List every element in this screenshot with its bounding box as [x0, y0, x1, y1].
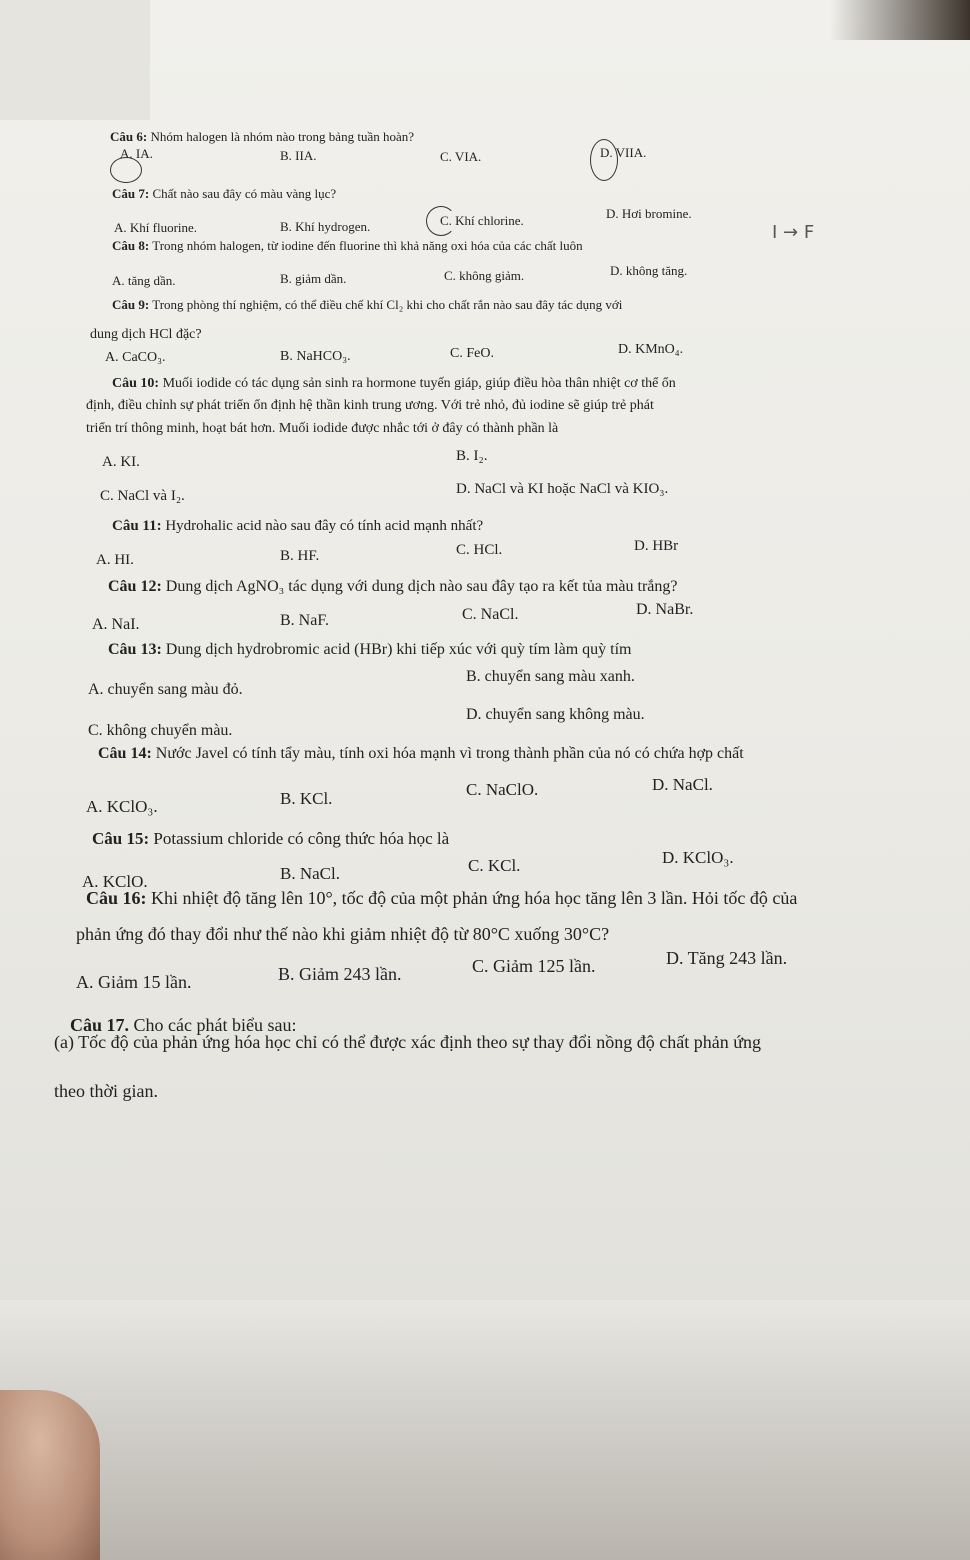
- question-label: Câu 13:: [108, 641, 162, 658]
- option-b: B. NaF.: [280, 612, 329, 629]
- question-label: Câu 9:: [112, 297, 150, 312]
- option-d: D. NaBr.: [636, 601, 694, 618]
- question-text: Muối iodide có tác dụng sản sinh ra hormone tuyến giáp, giúp điều hòa thân nhiệt cơ thể ổn: [162, 376, 676, 391]
- option-d: D. Tăng 243 lần.: [666, 948, 788, 968]
- question-label: Câu 10:: [112, 376, 160, 391]
- option-a: A. chuyển sang màu đỏ.: [88, 681, 243, 698]
- option-d: D. không tăng.: [610, 263, 688, 278]
- question-text-line2: dung dịch HCl đặc?: [90, 327, 202, 342]
- question-text: Hydrohalic acid nào sau đây có tính acid mạnh nhất?: [165, 518, 484, 534]
- question-13: [108, 641, 632, 659]
- option-a: A. NaI.: [92, 616, 140, 633]
- question-text: Cho các phát biểu sau:: [133, 1015, 297, 1035]
- option-c: C. NaClO.: [466, 780, 539, 799]
- background-corner: [830, 0, 970, 40]
- question-text-line3: triển trí thông minh, hoạt bát hơn. Muối iodide được nhắc tới ở đây có thành phần là: [86, 421, 559, 436]
- option-b: B. IIA.: [280, 148, 317, 163]
- question-text: Trong phòng thí nghiệm, có thể điều chế khí Cl₂ khi cho chất rắn nào sau đây tác dụng với: [152, 297, 623, 312]
- option-a: A. tăng dần.: [112, 273, 176, 288]
- question-label: Câu 16:: [86, 888, 147, 908]
- option-d: D. NaCl và KI hoặc NaCl và KIO₃.: [456, 481, 669, 497]
- question-label: Câu 7:: [112, 186, 150, 201]
- question-text: Khi nhiệt độ tăng lên 10°, tốc độ của một phản ứng hóa học tăng lên 3 lần. Hỏi tốc độ của: [151, 888, 798, 908]
- question-text-line2: định, điều chỉnh sự phát triển ổn định hệ thần kinh trung ương. Với trẻ nhỏ, đủ iodine sẽ giúp trẻ phát: [86, 398, 654, 413]
- option-a: A. KClO.: [82, 872, 148, 891]
- option-c: C. VIA.: [440, 149, 482, 164]
- option-c: C. HCl.: [456, 542, 503, 558]
- option-c: C. NaCl và I₂.: [100, 488, 185, 504]
- question-label: Câu 12:: [108, 578, 162, 595]
- option-c: C. không giảm.: [444, 268, 525, 283]
- question-11: [112, 518, 483, 535]
- question-16: [86, 888, 797, 909]
- question-8: [112, 238, 583, 254]
- question-label: Câu 15:: [92, 829, 150, 848]
- question-text: Nước Javel có tính tẩy màu, tính oxi hóa mạnh vì trong thành phần của nó có chứa hợp chất: [155, 745, 744, 762]
- option-d: D. HBr: [634, 538, 679, 554]
- option-a: A. KClO₃.: [86, 797, 158, 816]
- option-c: C. không chuyển màu.: [88, 722, 233, 739]
- option-a: A. HI.: [96, 552, 134, 568]
- option-d: D. chuyển sang không màu.: [466, 706, 645, 723]
- question-label: Câu 8:: [112, 238, 150, 253]
- question-label: Câu 11:: [112, 518, 162, 534]
- question-text: Trong nhóm halogen, từ iodine đến fluorine thì khả năng oxi hóa của các chất luôn: [152, 238, 583, 253]
- question-text: Dung dịch hydrobromic acid (HBr) khi tiếp xúc với quỳ tím làm quỳ tím: [165, 641, 632, 658]
- question-text: Chất nào sau đây có màu vàng lục?: [152, 186, 337, 201]
- question-12: [108, 578, 677, 596]
- option-a: A. Giảm 15 lần.: [76, 972, 192, 992]
- question-7: [112, 186, 336, 202]
- question-text-line3: theo thời gian.: [54, 1081, 159, 1101]
- option-d: D. NaCl.: [652, 775, 713, 794]
- option-d: D. VIIA.: [600, 145, 647, 160]
- question-label: Câu 17.: [70, 1015, 130, 1035]
- underlying-sheet: [0, 0, 150, 120]
- question-text-line2: (a) Tốc độ của phản ứng hóa học chỉ có thể được xác định theo sự thay đổi nồng độ chất phản ứng: [54, 1032, 762, 1052]
- question-9: [112, 297, 622, 313]
- option-c: C. Giảm 125 lần.: [472, 956, 596, 976]
- option-a: A. CaCO₃.: [105, 350, 166, 365]
- option-a: A. Khí fluorine.: [114, 220, 198, 235]
- option-b: B. NaCl.: [280, 864, 340, 883]
- finger: [0, 1390, 100, 1560]
- question-text: Dung dịch AgNO₃ tác dụng với dung dịch nào sau đây tạo ra kết tủa màu trắng?: [165, 578, 678, 595]
- option-a: A. KI.: [102, 454, 140, 470]
- question-label: Câu 6:: [110, 129, 148, 144]
- option-b: B. I₂.: [456, 448, 488, 464]
- desk-surface: [0, 1300, 970, 1560]
- option-b: B. KCl.: [280, 789, 333, 808]
- question-text-line2: phản ứng đó thay đổi như thế nào khi giảm nhiệt độ từ 80°C xuống 30°C?: [76, 924, 610, 944]
- option-a: A. IA.: [120, 146, 153, 161]
- option-c: C. Khí chlorine.: [440, 213, 524, 228]
- option-c: C. KCl.: [468, 856, 521, 875]
- option-b: B. chuyển sang màu xanh.: [466, 668, 635, 685]
- answer-circle-mark: [426, 206, 456, 236]
- answer-circle-mark: [590, 139, 618, 181]
- option-b: B. giảm dần.: [280, 271, 347, 286]
- question-label: Câu 14:: [98, 745, 152, 762]
- option-d: D. KClO₃.: [662, 848, 734, 867]
- question-15: [92, 829, 449, 849]
- answer-circle-mark: [110, 157, 142, 183]
- option-b: B. Giảm 243 lần.: [278, 964, 402, 984]
- question-text: Potassium chloride có công thức hóa học là: [153, 829, 450, 848]
- option-b: B. HF.: [280, 548, 320, 564]
- question-6: [110, 129, 414, 145]
- handwritten-note: I → F: [772, 222, 815, 243]
- option-c: C. NaCl.: [462, 606, 519, 623]
- option-d: D. Hơi bromine.: [606, 206, 692, 221]
- question-text: Nhóm halogen là nhóm nào trong bảng tuần hoàn?: [150, 129, 415, 144]
- option-c: C. FeO.: [450, 346, 494, 361]
- question-14: [98, 745, 744, 763]
- option-b: B. Khí hydrogen.: [280, 219, 371, 234]
- option-b: B. NaHCO₃.: [280, 349, 351, 364]
- question-10: [112, 376, 676, 392]
- option-d: D. KMnO₄.: [618, 342, 684, 357]
